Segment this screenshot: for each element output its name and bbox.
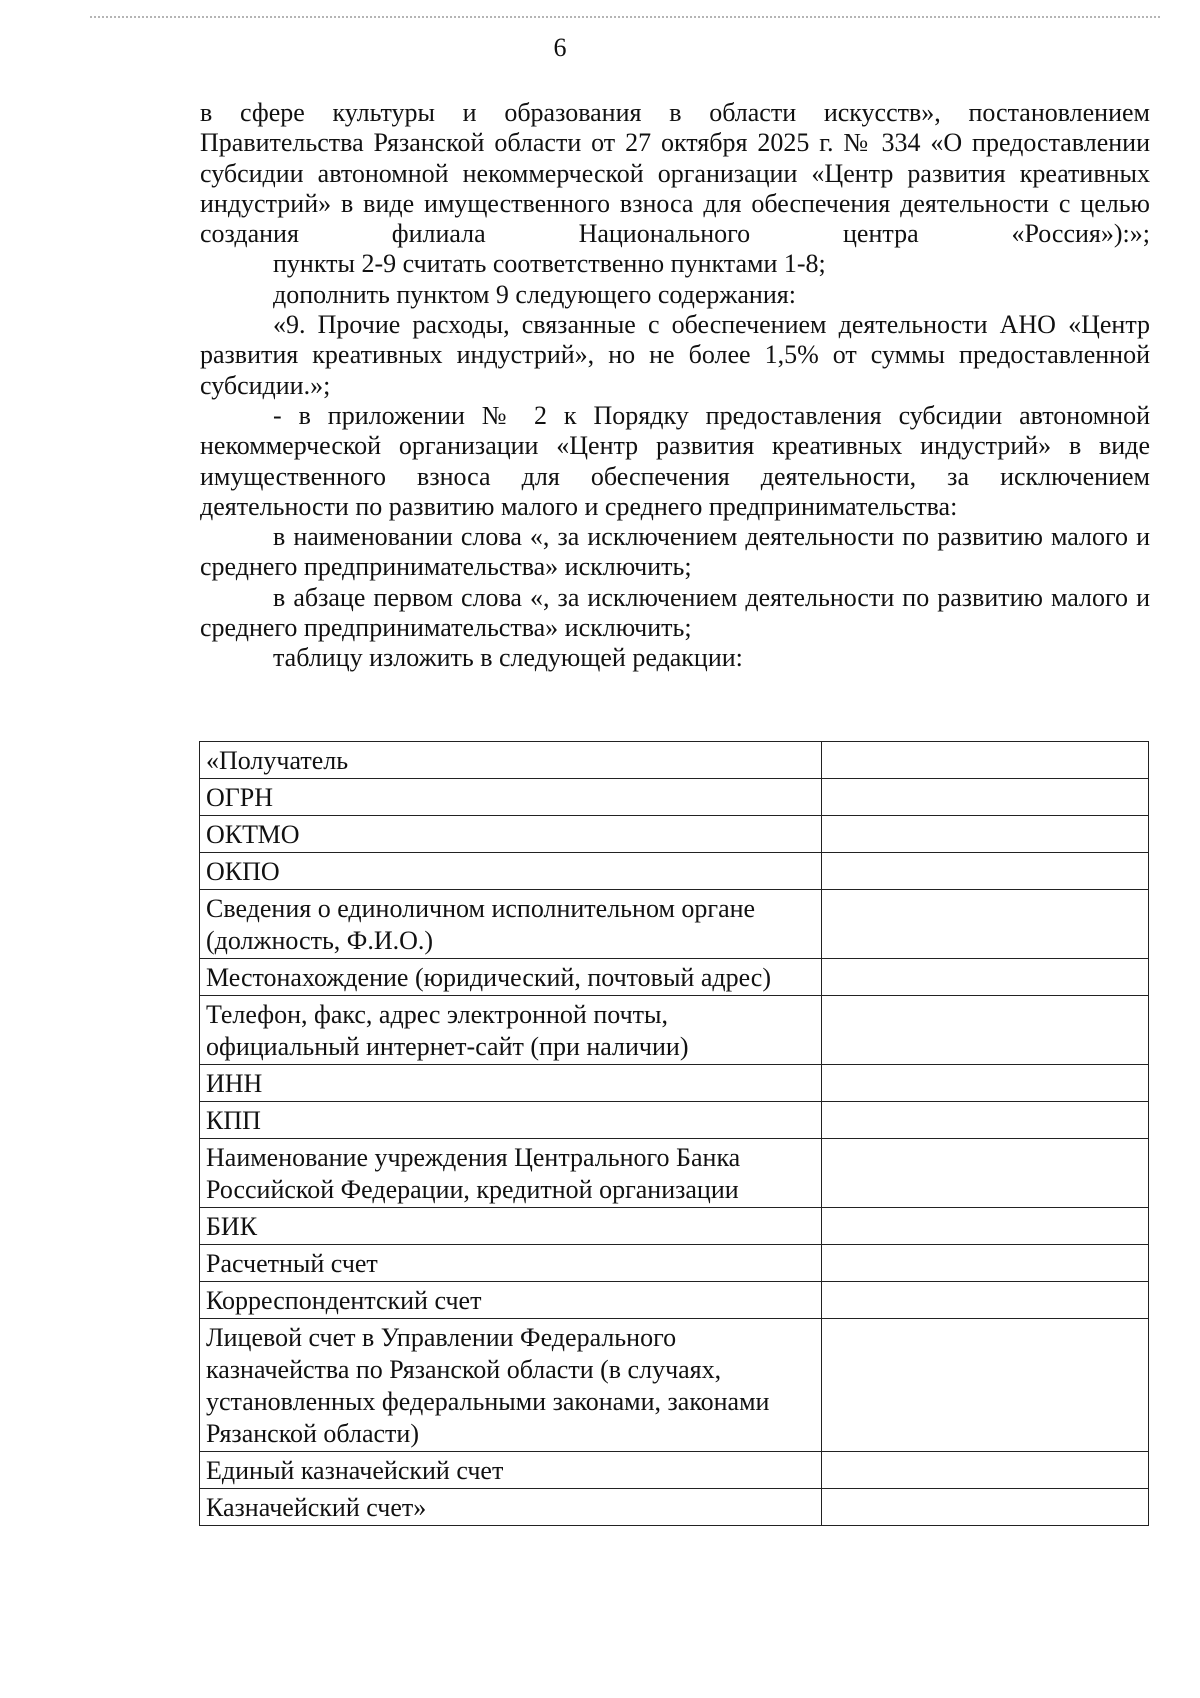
- field-value: [822, 1319, 1149, 1452]
- paragraph: «9. Прочие расходы, связанные с обеспечением деятельности АНО «Центр развития креативных индустрий», но не более 1,5% от суммы предоставленной субсидии.»;: [200, 310, 1150, 400]
- table-row: [200, 959, 1149, 996]
- field-label: Расчетный счет: [200, 1245, 822, 1282]
- field-label: Корреспондентский счет: [200, 1282, 822, 1319]
- paragraph: в сфере культуры и образования в области искусств», постановлением Правительства Рязанской области от 27 октября 2025 г. № 334 «О предоставлении субсидии автономной некоммерческой организации «Центр развития креативных индустрий» в виде имущественного взноса для обеспечения деятельности с целью создания филиала Национального центра «Россия»):»;: [200, 98, 1150, 249]
- field-value: [822, 1208, 1149, 1245]
- document-body: [200, 98, 1150, 674]
- field-value: [822, 1489, 1149, 1526]
- table-row: [200, 996, 1149, 1065]
- field-value: [822, 779, 1149, 816]
- table-row: [200, 816, 1149, 853]
- paragraph: дополнить пунктом 9 следующего содержания:: [273, 279, 796, 309]
- field-value: [822, 996, 1149, 1065]
- table-row: [200, 742, 1149, 779]
- field-label: КПП: [200, 1102, 822, 1139]
- field-label: БИК: [200, 1208, 822, 1245]
- table-row: [200, 779, 1149, 816]
- table-row: [200, 1452, 1149, 1489]
- scan-top-edge: [90, 16, 1160, 18]
- table-row: [200, 1245, 1149, 1282]
- field-value: [822, 816, 1149, 853]
- table-row: [200, 853, 1149, 890]
- field-label: «Получатель: [200, 742, 822, 779]
- field-label: Телефон, факс, адрес электронной почты, официальный интернет-сайт (при наличии): [200, 996, 822, 1065]
- table-row: [200, 1489, 1149, 1526]
- table-row: [200, 1102, 1149, 1139]
- table-row: [200, 890, 1149, 959]
- table-row: [200, 1208, 1149, 1245]
- table-row: [200, 1065, 1149, 1102]
- field-value: [822, 742, 1149, 779]
- field-label: Лицевой счет в Управлении Федерального казначейства по Рязанской области (в случаях, установленных федеральными законами, законами Рязанской области): [200, 1319, 822, 1452]
- field-label: ИНН: [200, 1065, 822, 1102]
- paragraph: - в приложении № 2 к Порядку предоставления субсидии автономной некоммерческой организации «Центр развития креативных индустрий» в виде имущественного взноса для обеспечения деятельности, за исключением деятельности по развитию малого и среднего предпринимательства:: [200, 400, 1150, 521]
- paragraph: пункты 2-9 считать соответственно пунктами 1-8;: [273, 249, 826, 279]
- field-value: [822, 1139, 1149, 1208]
- paragraph: в абзаце первом слова «, за исключением деятельности по развитию малого и среднего предпринимательства» исключить;: [200, 582, 1150, 643]
- field-value: [822, 1452, 1149, 1489]
- field-value: [822, 959, 1149, 996]
- paragraph: в наименовании слова «, за исключением деятельности по развитию малого и среднего предпринимательства» исключить;: [200, 522, 1150, 582]
- field-value: [822, 1102, 1149, 1139]
- table-row: [200, 1319, 1149, 1452]
- paragraph: таблицу изложить в следующей редакции:: [273, 643, 743, 673]
- field-label: ОКТМО: [200, 816, 822, 853]
- field-label: Сведения о единоличном исполнительном органе (должность, Ф.И.О.): [200, 890, 822, 959]
- field-label: Единый казначейский счет: [200, 1452, 822, 1489]
- requisites-table: [199, 741, 1149, 1526]
- field-value: [822, 853, 1149, 890]
- page-number: 6: [553, 33, 567, 62]
- field-label: Казначейский счет»: [200, 1489, 822, 1526]
- field-label: ОКПО: [200, 853, 822, 890]
- field-value: [822, 1282, 1149, 1319]
- field-value: [822, 1065, 1149, 1102]
- field-value: [822, 1245, 1149, 1282]
- field-value: [822, 890, 1149, 959]
- field-label: ОГРН: [200, 779, 822, 816]
- table-row: [200, 1139, 1149, 1208]
- table-row: [200, 1282, 1149, 1319]
- field-label: Местонахождение (юридический, почтовый адрес): [200, 959, 822, 996]
- field-label: Наименование учреждения Центрального Банка Российской Федерации, кредитной организации: [200, 1139, 822, 1208]
